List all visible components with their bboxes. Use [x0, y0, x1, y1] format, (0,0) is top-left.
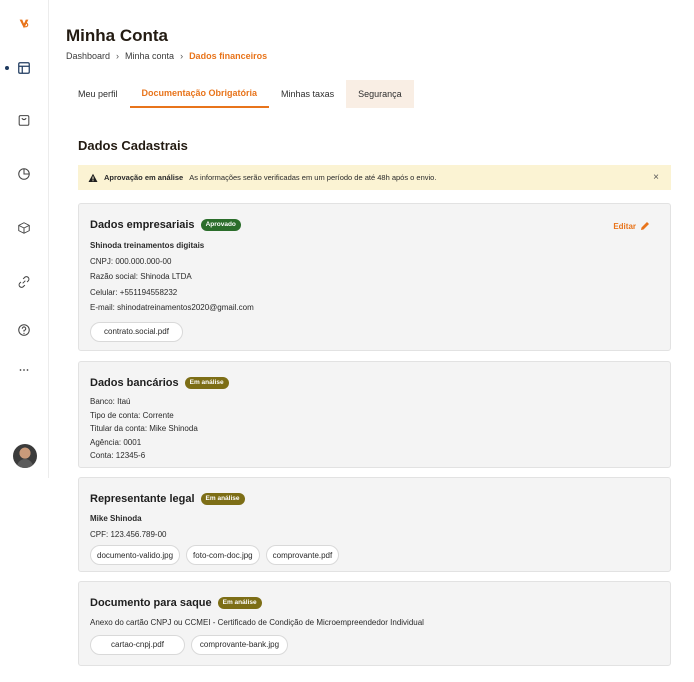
file-chip[interactable]: comprovante.pdf	[266, 545, 340, 565]
info-cnpj: CNPJ: 000.000.000-00	[90, 256, 172, 266]
info-banco: Banco: Itaú	[90, 397, 131, 406]
edit-button[interactable]	[613, 221, 650, 231]
card-title: Representante legal	[90, 493, 195, 505]
chevron-right-icon: ›	[180, 51, 184, 61]
company-name: Shinoda treinamentos digitais	[90, 241, 205, 250]
saque-description: Anexo do cartão CNPJ ou CCMEI - Certificado de Condição de Microempreendedor Individual	[90, 618, 424, 627]
file-chip[interactable]: foto-com-doc.jpg	[186, 545, 260, 565]
link-icon[interactable]	[16, 274, 32, 290]
file-chip[interactable]: comprovante-bank.jpg	[191, 635, 288, 655]
edit-label: Editar	[613, 221, 636, 231]
breadcrumb-dashboard[interactable]: Dashboard	[66, 51, 111, 61]
layout-icon[interactable]	[16, 60, 32, 76]
sidebar	[0, 0, 49, 478]
status-badge: Em análise	[201, 493, 245, 505]
file-chip[interactable]: cartao-cnpj.pdf	[90, 635, 185, 655]
status-badge: Em análise	[218, 597, 262, 609]
info-cpf: CPF: 123.456.789-00	[90, 529, 167, 539]
alert-title: Aprovação em análise	[104, 173, 184, 182]
chevron-right-icon: ›	[116, 51, 120, 61]
info-celular: Celular: +551194558232	[90, 287, 178, 297]
section-title: Dados Cadastrais	[78, 138, 188, 153]
active-indicator	[5, 66, 9, 70]
box-icon[interactable]	[16, 220, 32, 236]
chart-icon[interactable]	[16, 166, 32, 182]
file-chip[interactable]: documento-valido.jpg	[90, 545, 180, 565]
tab-seguranca[interactable]: Segurança	[346, 80, 414, 108]
info-tipo-conta: Tipo de conta: Corrente	[90, 410, 174, 420]
tab-documentacao[interactable]: Documentação Obrigatória	[130, 80, 270, 108]
info-conta: Conta: 12345-6	[90, 451, 146, 460]
more-icon[interactable]	[16, 362, 32, 378]
avatar[interactable]	[13, 444, 37, 468]
info-titular: Titular da conta: Mike Shinoda	[90, 424, 198, 433]
help-icon[interactable]	[16, 322, 32, 338]
status-badge: Em análise	[185, 377, 229, 389]
file-chip[interactable]: contrato.social.pdf	[90, 322, 183, 342]
bag-icon[interactable]	[16, 112, 32, 128]
tab-minhas-taxas[interactable]: Minhas taxas	[281, 89, 335, 99]
close-icon[interactable]: ×	[653, 172, 659, 183]
warning-icon	[88, 173, 98, 183]
breadcrumb-current: Dados financeiros	[189, 51, 268, 61]
alert-message: As informações serão verificadas em um período de até 48h após o envio.	[189, 173, 437, 182]
card-dados-bancarios	[78, 361, 671, 468]
info-email: E-mail: shinodatreinamentos2020@gmail.com	[90, 303, 254, 312]
card-title: Dados bancários	[90, 377, 179, 389]
card-documento-saque	[78, 581, 671, 666]
tab-meu-perfil[interactable]: Meu perfil	[78, 89, 118, 99]
info-razao-social: Razão social: Shinoda LTDA	[90, 272, 192, 281]
pencil-icon	[640, 221, 650, 231]
card-dados-empresariais	[78, 203, 671, 351]
representative-name: Mike Shinoda	[90, 514, 142, 523]
info-agencia: Agência: 0001	[90, 437, 142, 447]
alert-banner	[78, 165, 671, 190]
card-title: Documento para saque	[90, 597, 212, 609]
status-badge: Aprovado	[201, 219, 241, 231]
page-title: Minha Conta	[66, 26, 168, 45]
breadcrumb-minha-conta[interactable]: Minha conta	[125, 51, 175, 61]
card-title: Dados empresariais	[90, 219, 195, 231]
card-representante-legal	[78, 477, 671, 572]
tab-bar	[66, 80, 414, 108]
breadcrumb	[66, 51, 267, 61]
logo-icon[interactable]	[16, 16, 32, 32]
